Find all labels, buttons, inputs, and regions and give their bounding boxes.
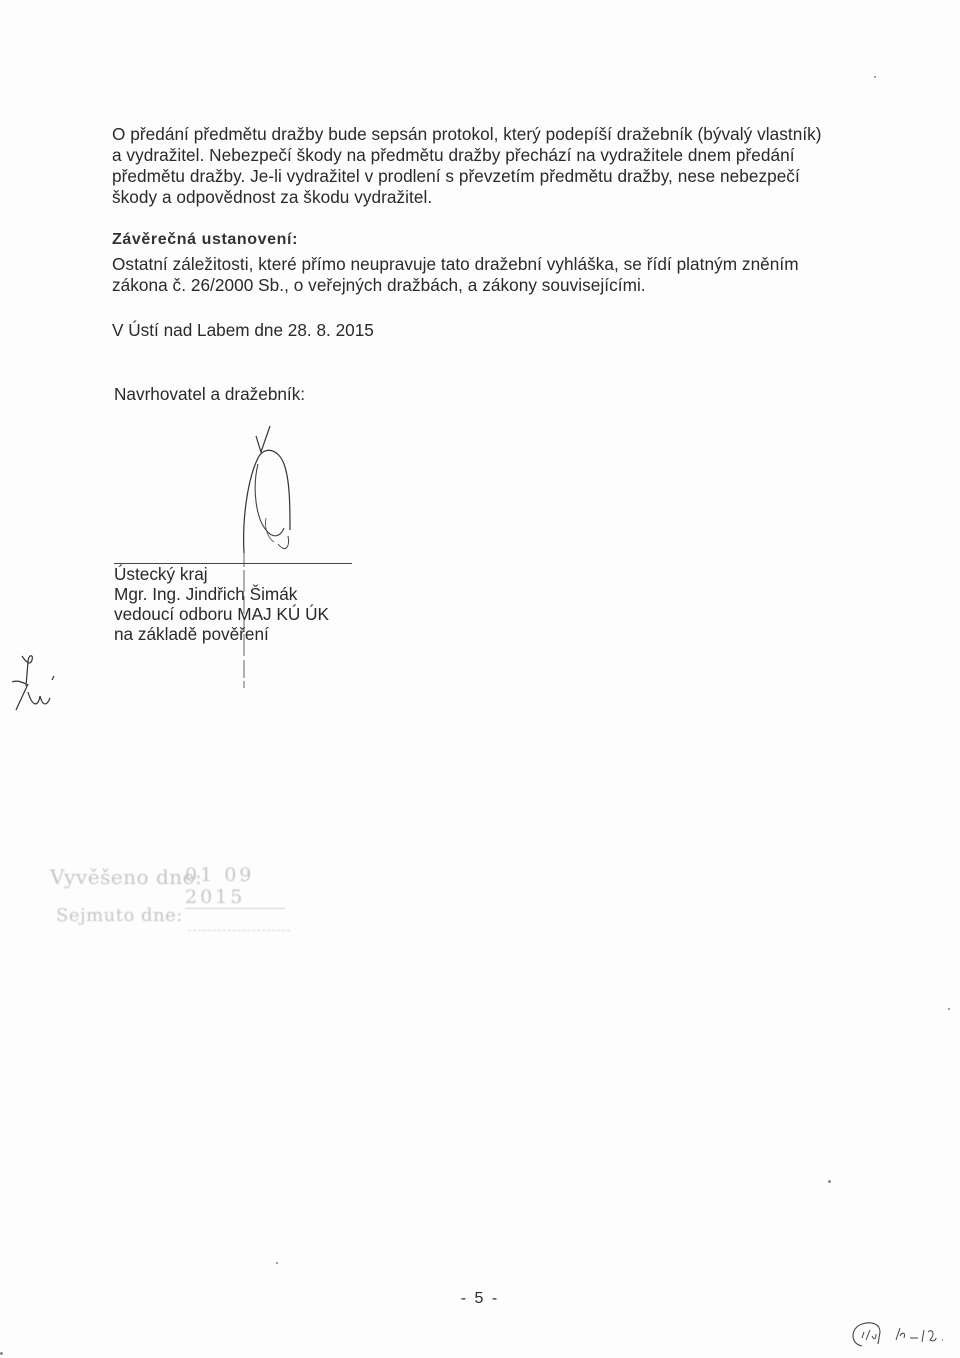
speck [828, 1180, 831, 1183]
stamp-removed-label: Sejmuto dne: [56, 905, 183, 926]
page-number: - 5 - [460, 1290, 500, 1307]
text-line: O předání předmětu dražby bude sepsán protokol, který podepíší dražebník (bývalý vlastník) [112, 124, 822, 144]
signatory-authority: na základě pověření [114, 624, 269, 644]
text-line: zákona č. 26/2000 Sb., o veřejných dražbách, a zákony souvisejícími. [112, 275, 646, 295]
handwritten-signature [228, 418, 308, 688]
text-line: Ostatní záležitosti, které přímo neupravuje tato dražební vyhláška, se řídí platným zněním [112, 254, 799, 274]
text-line: předmětu dražby. Je-li vydražitel v prodlení s převzetím předmětu dražby, nese nebezpečí [112, 166, 800, 186]
place-and-date: V Ústí nad Labem dne 28. 8. 2015 [112, 320, 374, 340]
paragraph-handover-protocol [112, 124, 852, 208]
speck [874, 76, 876, 78]
stamp-posted-label: Vyvěšeno dne: [50, 865, 203, 889]
speck [276, 1262, 278, 1264]
paragraph-final-provisions [112, 254, 852, 296]
signatory-name: Mgr. Ing. Jindřich Šimák [114, 584, 298, 604]
stamp-removed-blank [188, 930, 290, 931]
text-line: a vydražitel. Nebezpečí škody na předmětu dražby přechází na vydražitele dnem předání [112, 145, 795, 165]
text-line: škody a odpovědnost za škodu vydražitel. [112, 187, 433, 207]
final-provisions-heading: Závěrečná ustanovení: [112, 231, 298, 248]
signature-block [114, 564, 329, 644]
signee-label: Navrhovatel a dražebník: [114, 384, 306, 404]
stamp-posted-value: 01 09 2015 [185, 864, 285, 909]
handwritten-margin-initials [4, 652, 66, 716]
speck [948, 1008, 950, 1010]
signatory-organization: Ústecký kraj [114, 564, 208, 584]
posting-stamp [40, 850, 300, 940]
speck [0, 1352, 3, 1355]
signatory-position: vedoucí odboru MAJ KÚ ÚK [114, 604, 329, 624]
handwritten-corner-note [842, 1318, 954, 1352]
